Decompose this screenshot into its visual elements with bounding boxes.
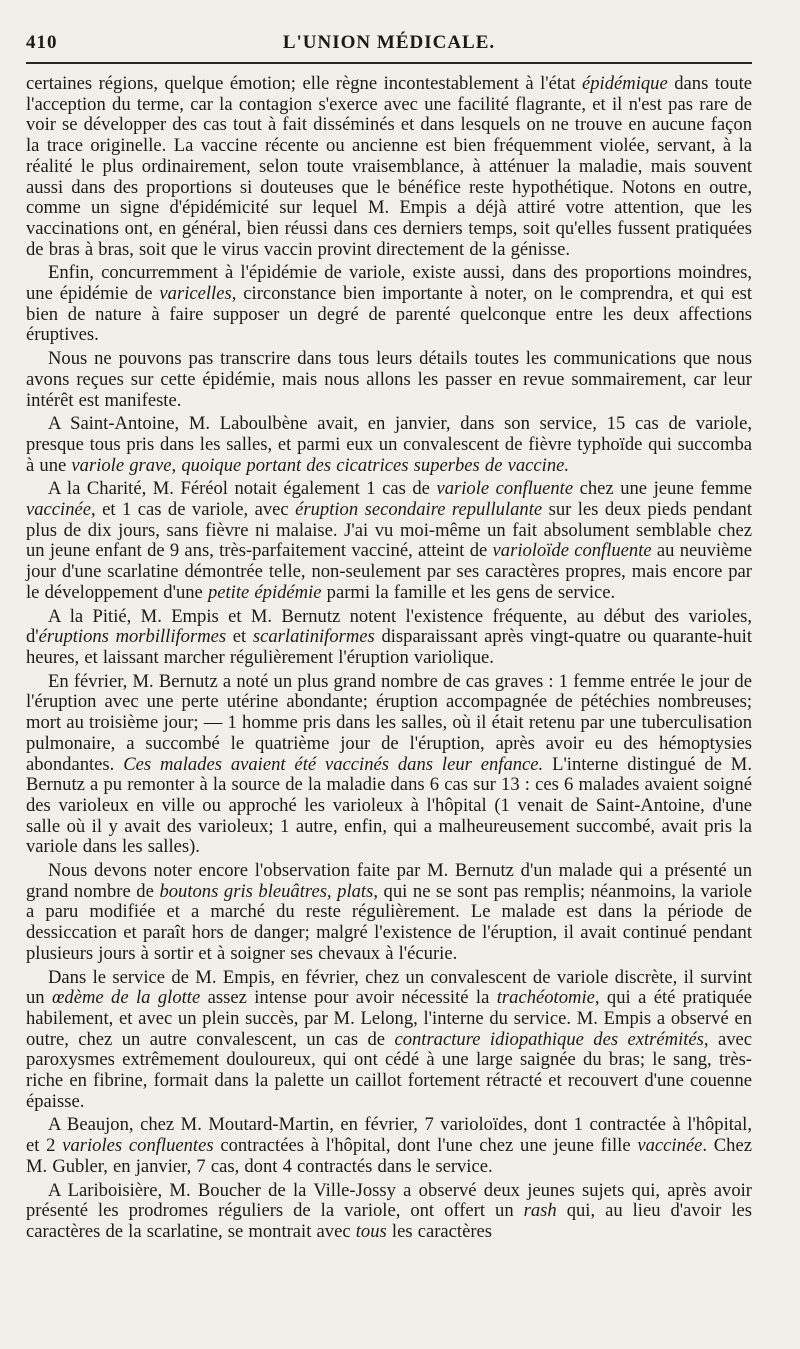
text-run: A Saint-Antoine, M. Laboulbène avait, en janvier, dans son service, 15 cas de variole, presque tous pris dans les salles, et parmi eux un convalescent de fièvre typhoïde qui succomba à une	[26, 413, 752, 476]
paragraph	[26, 74, 752, 260]
text-run: . Chez M. Gubler, en janvier, 7 cas, dont 4 contractés dans le service.	[26, 1135, 752, 1177]
text-run: L'interne distingué de M. Bernutz a pu remonter à la source de la maladie dans 6 cas sur 13 : ces 6 malades avaient soigné des varioleux en ville ou approché les varioleux à l'hôpital (1 venait de Saint-Antoine, d'une salle où il y avait des varioleux; 1 autre, enfin, qui a malheureusement succombé, avait pris la variole dans les salles).	[26, 753, 752, 858]
italic-text: boutons gris bleuâtres, plats	[159, 880, 374, 902]
text-run: dans toute l'acception du terme, car la contagion s'exerce avec une facilité flagrante, et il n'est pas rare de voir se développer des cas tout à fait disséminés et dans lesquels on ne trouve en aucune façon la trace originelle. La vaccine récente ou ancienne est bien fréquemment violée, servant, à la réalité le plus ordinairement, selon toute vraisemblance, à atténuer la maladie, mais souvent aussi dans des proportions si douteuses que le bénéfice reste hypothétique. Notons en outre, comme un signe d'épidémicité sur lequel M. Empis a déjà attiré votre attention, que les vaccinations ont, en général, bien réussi dans ces derniers temps, soit qu'elles fussent pratiquées de bras à bras, soit que le virus vaccin provint directement de la génisse.	[26, 73, 752, 260]
italic-text: œdème de la glotte	[52, 987, 201, 1009]
text-run: sur les deux pieds pendant plus de dix jours, sans fièvre ni malaise. J'ai vu moi-même un fait absolument semblable chez un jeune enfant de 9 ans, très-parfaitement vacciné, atteint de	[26, 499, 752, 562]
text-run: certaines régions, quelque émotion; elle règne incontestablement à l'état	[26, 73, 582, 94]
paragraph	[26, 968, 752, 1113]
text-run: au neuvième jour d'une scarlatine démontrée telle, non-seulement par ses caractères propres, mais encore par le développement d'une	[26, 540, 752, 603]
text-run: Nous ne pouvons pas transcrire dans tous leurs détails toutes les communications que nous avons reçues sur cette épidémie, mais nous allons les passer en revue sommairement, car leur intérêt est manifeste.	[26, 348, 752, 411]
italic-text: vaccinée	[26, 499, 92, 521]
paragraph	[26, 607, 752, 669]
paragraph	[26, 672, 752, 858]
italic-text: varioloïde confluente	[492, 540, 652, 562]
italic-text: éruptions morbilliformes	[38, 626, 227, 648]
italic-text: varioles confluentes	[62, 1135, 214, 1157]
italic-text: variole confluente	[436, 478, 574, 500]
text-run: qui, au lieu d'avoir les caractères de la scarlatine, se montrait avec	[26, 1200, 752, 1242]
italic-text: éruption secondaire repullulante	[295, 499, 543, 521]
text-run: disparaissant après vingt-quatre ou quarante-huit heures, et laissant marcher régulièrement l'éruption variolique.	[26, 626, 752, 668]
text-run: parmi la famille et les gens de service.	[321, 581, 616, 603]
text-run: , avec paroxysmes extrêmement douloureux, qui ont cédé à une large saignée du bras; le sang, très-riche en fibrine, formait dans la palette un caillot fortement rétracté et recouvert d'une couenne épaisse.	[26, 1028, 752, 1112]
paragraph	[26, 414, 752, 476]
italic-text: tous	[355, 1220, 387, 1242]
italic-text: épidémique	[582, 73, 668, 94]
text-run: A Lariboisière, M. Boucher de la Ville-Jossy a observé deux jeunes sujets qui, après avoir présenté les prodromes réguliers de la variole, ont offert un	[26, 1179, 752, 1222]
text-run: assez intense pour avoir nécessité la	[200, 987, 497, 1009]
italic-text: Ces malades avaient été vaccinés dans leur enfance.	[123, 753, 544, 775]
italic-text: vaccinée	[637, 1135, 703, 1157]
running-header	[26, 30, 752, 64]
text-run: contractées à l'hôpital, dont l'une chez une jeune fille	[213, 1135, 638, 1157]
text-run: Nous devons noter encore l'observation faite par M. Bernutz d'un malade qui a présenté un grand nombre de	[26, 860, 752, 902]
italic-text: variole grave, quoique portant des cicatrices superbes de vaccine.	[71, 454, 570, 476]
text-run: , qui a été pratiquée habilement, et avec un plein succès, par M. Lelong, l'interne du service. M. Empis a observé en outre, chez un autre convalescent, un cas de	[26, 987, 752, 1050]
page-number: 410	[26, 32, 58, 53]
text-run: , qui ne se sont pas remplis; néanmoins, la variole a paru modifiée et a marché du reste régulièrement. Le malade est dans la période de dessiccation et paraît hors de danger; malgré l'existence de l'éruption, il avait continué pendant plusieurs jours à sortir et à soigner ses chevaux à l'écurie.	[26, 880, 752, 964]
article-body	[26, 74, 752, 1243]
paragraph	[26, 1181, 752, 1243]
text-run: En février, M. Bernutz a noté un plus grand nombre de cas graves : 1 femme entrée le jour de l'éruption avec une perte utérine abondante; éruption accompagnée de pétéchies nombreuses; mort au troisième jour; — 1 homme pris dans les salles, où il était retenu par une tuberculisation pulmonaire, a succombé le quatrième jour de l'éruption, après avoir eu des hémoptysies abondantes.	[26, 670, 752, 775]
italic-text: contracture idiopathique des extrémités	[394, 1028, 704, 1050]
italic-text: varicelles	[159, 283, 232, 305]
paragraph	[26, 263, 752, 346]
paragraph	[26, 349, 752, 411]
text-run: A la Charité, M. Féréol notait également 1 cas de	[48, 478, 437, 500]
text-run: Enfin, concurremment à l'épidémie de variole, existe aussi, dans des proportions moindres, une épidémie de	[26, 262, 752, 305]
text-run: les caractères	[386, 1220, 493, 1242]
text-run: A Beaujon, chez M. Moutard-Martin, en février, 7 varioloïdes, dont 1 contractée à l'hôpital, et 2	[26, 1114, 752, 1157]
text-run: Dans le service de M. Empis, en février, chez un convalescent de variole discrète, il survint un	[26, 966, 752, 1009]
text-run: et	[226, 626, 253, 648]
italic-text: scarlatiniformes	[252, 626, 375, 648]
italic-text: rash	[523, 1200, 557, 1222]
paragraph	[26, 861, 752, 965]
paragraph	[26, 1115, 752, 1177]
journal-title: L'UNION MÉDICALE.	[282, 32, 496, 53]
text-run: chez une jeune femme	[573, 478, 752, 500]
italic-text: petite épidémie	[207, 581, 322, 603]
italic-text: trachéotomie	[496, 987, 595, 1009]
text-run: , circonstance bien importante à noter, on le comprendra, et qui est bien de nature à faire supposer un degré de parenté quelconque entre les deux affections éruptives.	[26, 283, 752, 346]
paragraph	[26, 479, 752, 603]
text-run: A la Pitié, M. Empis et M. Bernutz notent l'existence fréquente, au début des varioles, d'	[26, 605, 752, 648]
text-run: , et 1 cas de variole, avec	[91, 499, 296, 521]
